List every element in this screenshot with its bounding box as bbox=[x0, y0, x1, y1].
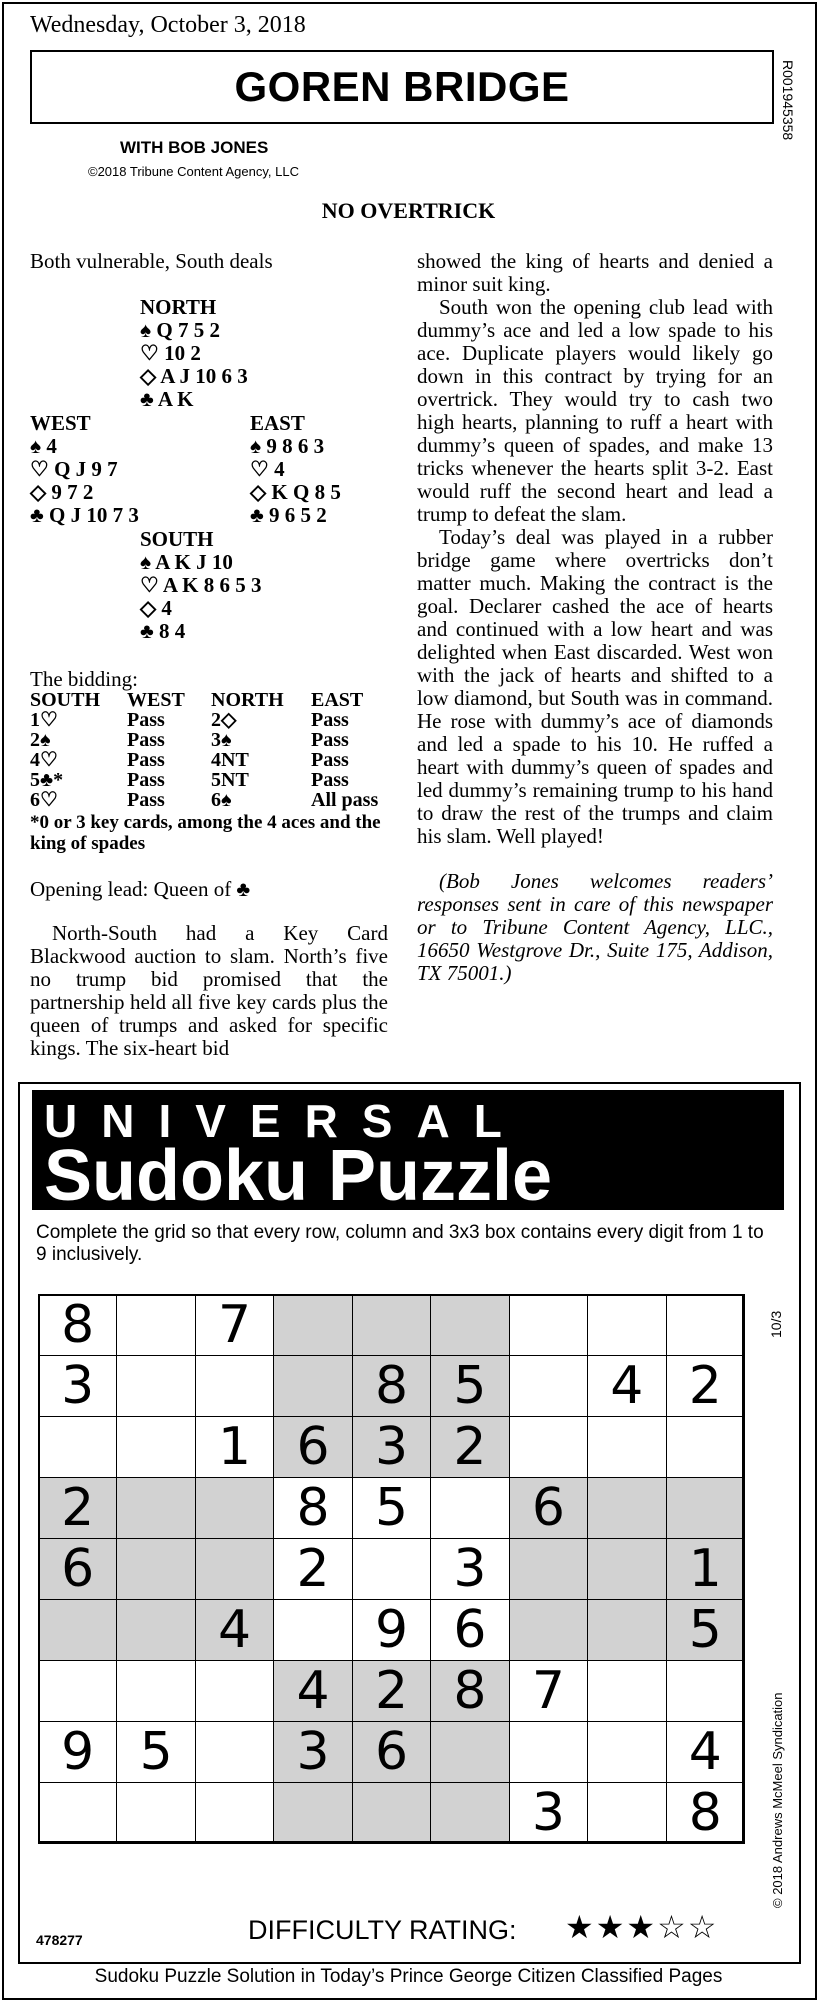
sudoku-cell: 4 bbox=[666, 1721, 745, 1783]
sudoku-cell: 5 bbox=[116, 1721, 195, 1783]
east-label: EAST bbox=[250, 411, 305, 435]
sudoku-cell: 8 bbox=[666, 1782, 745, 1844]
sudoku-cell bbox=[430, 1294, 509, 1356]
sudoku-cell bbox=[352, 1294, 431, 1356]
star-filled-icon: ★ bbox=[565, 1908, 596, 1946]
sudoku-cell bbox=[273, 1599, 352, 1661]
sudoku-cell: 5 bbox=[430, 1355, 509, 1417]
difficulty-stars bbox=[565, 1908, 718, 1946]
article-paragraph: Today’s deal was played in a rubber bridge game where overtricks don’t matter much. Making the contract is the goal. Declarer cashed the ace of hearts and continued with a low heart and was delighted when East discarded. West won with the jack of hearts and shifted to a low diamond, but South was in command. He rose with dummy’s ace of diamonds and led a spade to his 10. He ruffed a heart with dummy’s queen of spades and led dummy’s remaining trump to his hand to draw the rest of the trumps and claim his slam. Well played! bbox=[417, 525, 773, 848]
sudoku-cell bbox=[116, 1660, 195, 1722]
date-code: 10/3 bbox=[768, 1310, 784, 1338]
sudoku-cell bbox=[430, 1721, 509, 1783]
east-clubs: ♣ 9 6 5 2 bbox=[250, 503, 327, 527]
sudoku-cell: 4 bbox=[587, 1355, 666, 1417]
sudoku-cell: 1 bbox=[666, 1538, 745, 1600]
east-diamonds: ◇ K Q 8 5 bbox=[250, 480, 341, 504]
north-hearts: ♡ 10 2 bbox=[140, 341, 201, 365]
bid-cell: Pass bbox=[127, 729, 165, 751]
west-hearts: ♡ Q J 9 7 bbox=[30, 457, 118, 481]
sudoku-cell: 7 bbox=[195, 1294, 274, 1356]
sudoku-cell bbox=[587, 1538, 666, 1600]
sudoku-banner bbox=[32, 1090, 784, 1216]
sudoku-cell bbox=[116, 1782, 195, 1844]
sudoku-cell: 6 bbox=[38, 1538, 117, 1600]
bid-cell: Pass bbox=[311, 769, 349, 791]
bidding-row bbox=[30, 730, 378, 750]
sudoku-cell bbox=[509, 1355, 588, 1417]
bid-cell: All pass bbox=[311, 789, 379, 811]
sudoku-cell: 2 bbox=[273, 1538, 352, 1600]
sudoku-cell bbox=[587, 1599, 666, 1661]
sudoku-cell bbox=[587, 1294, 666, 1356]
sudoku-cell bbox=[509, 1721, 588, 1783]
deal-intro: Both vulnerable, South deals bbox=[30, 249, 273, 273]
sudoku-cell bbox=[116, 1477, 195, 1539]
sudoku-cell: 3 bbox=[352, 1416, 431, 1478]
puzzle-number: 478277 bbox=[36, 1932, 83, 1948]
sudoku-cell bbox=[195, 1355, 274, 1417]
sudoku-cell bbox=[587, 1721, 666, 1783]
contact-note: (Bob Jones welcomes readers’ responses sent in care of this newspaper or to Tribune Content Agency, LLC., 16650 Westgrove Dr., Suite 175, Addison, TX 75001.) bbox=[417, 869, 773, 985]
sudoku-cell bbox=[666, 1416, 745, 1478]
west-diamonds: ◇ 9 7 2 bbox=[30, 480, 94, 504]
footer-note: Sudoku Puzzle Solution in Today’s Prince George Citizen Classified Pages bbox=[94, 1966, 723, 1987]
sudoku-cell: 6 bbox=[509, 1477, 588, 1539]
sudoku-cell bbox=[273, 1782, 352, 1844]
north-diamonds: ◇ A J 10 6 3 bbox=[140, 364, 248, 388]
bidding-row bbox=[30, 770, 378, 790]
sudoku-cell bbox=[666, 1477, 745, 1539]
page-title: GOREN BRIDGE bbox=[234, 63, 570, 110]
sudoku-cell bbox=[666, 1660, 745, 1722]
west-spades: ♠ 4 bbox=[30, 434, 57, 458]
bid-cell: 5♣* bbox=[30, 769, 64, 791]
west-hand bbox=[30, 412, 139, 527]
sudoku-cell: 2 bbox=[38, 1477, 117, 1539]
east-hearts: ♡ 4 bbox=[250, 457, 285, 481]
bid-cell: 4♡ bbox=[30, 749, 58, 771]
sudoku-cell bbox=[38, 1599, 117, 1661]
south-spades: ♠ A K J 10 bbox=[140, 550, 233, 574]
south-hand bbox=[140, 528, 262, 643]
north-clubs: ♣ A K bbox=[140, 387, 194, 411]
south-diamonds: ◇ 4 bbox=[140, 596, 172, 620]
sudoku-cell: 3 bbox=[38, 1355, 117, 1417]
sudoku-cell: 9 bbox=[352, 1599, 431, 1661]
sudoku-cell bbox=[116, 1355, 195, 1417]
sudoku-cell bbox=[273, 1294, 352, 1356]
article-paragraph: North-South had a Key Card Blackwood auction to slam. North’s five no trump bid promised that the partnership held all five key cards plus the queen of trumps and asked for specific kings. The six-heart bid bbox=[30, 921, 388, 1060]
sudoku-cell bbox=[587, 1416, 666, 1478]
sudoku-cell bbox=[116, 1416, 195, 1478]
sudoku-cell: 7 bbox=[509, 1660, 588, 1722]
difficulty-label: DIFFICULTY RATING: bbox=[248, 1915, 517, 1945]
sudoku-cell: 5 bbox=[666, 1599, 745, 1661]
star-empty-icon: ☆ bbox=[657, 1908, 688, 1946]
north-spades: ♠ Q 7 5 2 bbox=[140, 318, 220, 342]
bidding-row bbox=[30, 710, 378, 730]
sudoku-cell bbox=[587, 1782, 666, 1844]
sudoku-cell bbox=[195, 1782, 274, 1844]
north-label: NORTH bbox=[140, 295, 217, 319]
sudoku-grid bbox=[38, 1294, 744, 1843]
bidding-table bbox=[30, 690, 378, 810]
bid-cell: Pass bbox=[311, 709, 349, 731]
sudoku-banner-top: UNIVERSAL bbox=[44, 1095, 526, 1147]
bid-cell: 1♡ bbox=[30, 709, 58, 731]
sudoku-cell bbox=[509, 1294, 588, 1356]
sudoku-cell bbox=[195, 1721, 274, 1783]
bid-cell: Pass bbox=[127, 769, 165, 791]
sudoku-cell: 9 bbox=[38, 1721, 117, 1783]
sudoku-cell bbox=[116, 1599, 195, 1661]
west-label: WEST bbox=[30, 411, 91, 435]
sudoku-cell: 6 bbox=[430, 1599, 509, 1661]
sudoku-cell bbox=[273, 1355, 352, 1417]
south-clubs: ♣ 8 4 bbox=[140, 619, 186, 643]
sudoku-cell bbox=[509, 1416, 588, 1478]
article-column-right bbox=[417, 250, 773, 985]
article-paragraph: South won the opening club lead with dummy’s ace and led a low spade to his ace. Duplicate players would likely go down in this contract by trying for an overtrick. They would try to cash two high hearts, planning to ruff a heart with dummy’s queen of spades, and make 13 tricks whenever the hearts split 3-2. East would ruff the second heart and lead a trump to defeat the slam. bbox=[417, 295, 773, 526]
sudoku-cell bbox=[509, 1538, 588, 1600]
south-label: SOUTH bbox=[140, 527, 214, 551]
side-id: R001945358 bbox=[780, 60, 796, 141]
bid-header: SOUTH bbox=[30, 689, 101, 711]
bid-cell: Pass bbox=[127, 789, 165, 811]
copyright: ©2018 Tribune Content Agency, LLC bbox=[88, 164, 299, 179]
sudoku-cell: 8 bbox=[273, 1477, 352, 1539]
bidding-title: The bidding: bbox=[30, 667, 138, 691]
sudoku-cell: 8 bbox=[38, 1294, 117, 1356]
sudoku-cell bbox=[352, 1538, 431, 1600]
sudoku-cell: 8 bbox=[430, 1660, 509, 1722]
bidding-header-row bbox=[30, 690, 378, 710]
sudoku-cell bbox=[195, 1538, 274, 1600]
south-hearts: ♡ A K 8 6 5 3 bbox=[140, 573, 262, 597]
bid-header: EAST bbox=[311, 689, 364, 711]
sudoku-cell: 2 bbox=[430, 1416, 509, 1478]
sudoku-cell bbox=[38, 1782, 117, 1844]
byline: WITH BOB JONES bbox=[120, 138, 269, 157]
sudoku-cell: 3 bbox=[509, 1782, 588, 1844]
sudoku-cell bbox=[587, 1660, 666, 1722]
bid-header: NORTH bbox=[211, 689, 284, 711]
sudoku-cell bbox=[666, 1294, 745, 1356]
sudoku-cell bbox=[116, 1294, 195, 1356]
east-hand bbox=[250, 412, 341, 527]
sudoku-cell bbox=[195, 1660, 274, 1722]
star-empty-icon: ☆ bbox=[687, 1908, 719, 1946]
sudoku-cell: 1 bbox=[195, 1416, 274, 1478]
sudoku-cell: 2 bbox=[352, 1660, 431, 1722]
bid-cell: 5NT bbox=[211, 769, 249, 791]
bid-cell: Pass bbox=[311, 729, 349, 751]
star-filled-icon: ★ bbox=[626, 1908, 658, 1946]
east-spades: ♠ 9 8 6 3 bbox=[250, 434, 325, 458]
west-clubs: ♣ Q J 10 7 3 bbox=[30, 503, 139, 527]
bid-cell: 4NT bbox=[211, 749, 249, 771]
bid-cell: Pass bbox=[311, 749, 349, 771]
sudoku-cell: 3 bbox=[273, 1721, 352, 1783]
sudoku-banner-title: Sudoku Puzzle bbox=[44, 1136, 553, 1216]
bidding-footnote: *0 or 3 key cards, among the 4 aces and the king of spades bbox=[30, 812, 381, 854]
sudoku-cell bbox=[509, 1599, 588, 1661]
title-box bbox=[30, 50, 774, 124]
article-column-left bbox=[30, 922, 388, 1060]
sudoku-cell: 5 bbox=[352, 1477, 431, 1539]
sudoku-cell: 6 bbox=[352, 1721, 431, 1783]
opening-lead: Opening lead: Queen of ♣ bbox=[30, 877, 251, 901]
publication-date: Wednesday, October 3, 2018 bbox=[30, 12, 306, 38]
sudoku-cell bbox=[38, 1416, 117, 1478]
article-headline: NO OVERTRICK bbox=[321, 198, 496, 223]
bid-cell: 6♡ bbox=[30, 789, 58, 811]
bid-cell: Pass bbox=[127, 709, 165, 731]
sudoku-cell bbox=[116, 1538, 195, 1600]
bid-cell: 6♠ bbox=[211, 789, 232, 811]
sudoku-cell: 8 bbox=[352, 1355, 431, 1417]
bidding-row bbox=[30, 750, 378, 770]
star-filled-icon: ★ bbox=[595, 1908, 627, 1946]
sudoku-cell bbox=[430, 1477, 509, 1539]
sudoku-cell bbox=[587, 1477, 666, 1539]
bid-header: WEST bbox=[127, 689, 185, 711]
sudoku-cell bbox=[195, 1477, 274, 1539]
sudoku-cell: 3 bbox=[430, 1538, 509, 1600]
bidding-row bbox=[30, 790, 378, 810]
sudoku-cell bbox=[430, 1782, 509, 1844]
bid-cell: 2♠ bbox=[30, 729, 51, 751]
sudoku-instructions: Complete the grid so that every row, column and 3x3 box contains every digit from 1 to 9 inclusively. bbox=[36, 1222, 764, 1265]
sudoku-cell: 4 bbox=[195, 1599, 274, 1661]
north-hand bbox=[140, 296, 248, 411]
bid-cell: Pass bbox=[127, 749, 165, 771]
sudoku-cell: 4 bbox=[273, 1660, 352, 1722]
syndication-credit: © 2018 Andrews McMeel Syndication bbox=[770, 1692, 785, 1908]
bid-cell: 3♠ bbox=[211, 729, 232, 751]
sudoku-cell bbox=[38, 1660, 117, 1722]
bid-cell: 2◇ bbox=[211, 709, 237, 731]
sudoku-cell bbox=[352, 1782, 431, 1844]
sudoku-cell: 2 bbox=[666, 1355, 745, 1417]
sudoku-cell: 6 bbox=[273, 1416, 352, 1478]
article-paragraph: showed the king of hearts and denied a minor suit king. bbox=[417, 249, 773, 296]
